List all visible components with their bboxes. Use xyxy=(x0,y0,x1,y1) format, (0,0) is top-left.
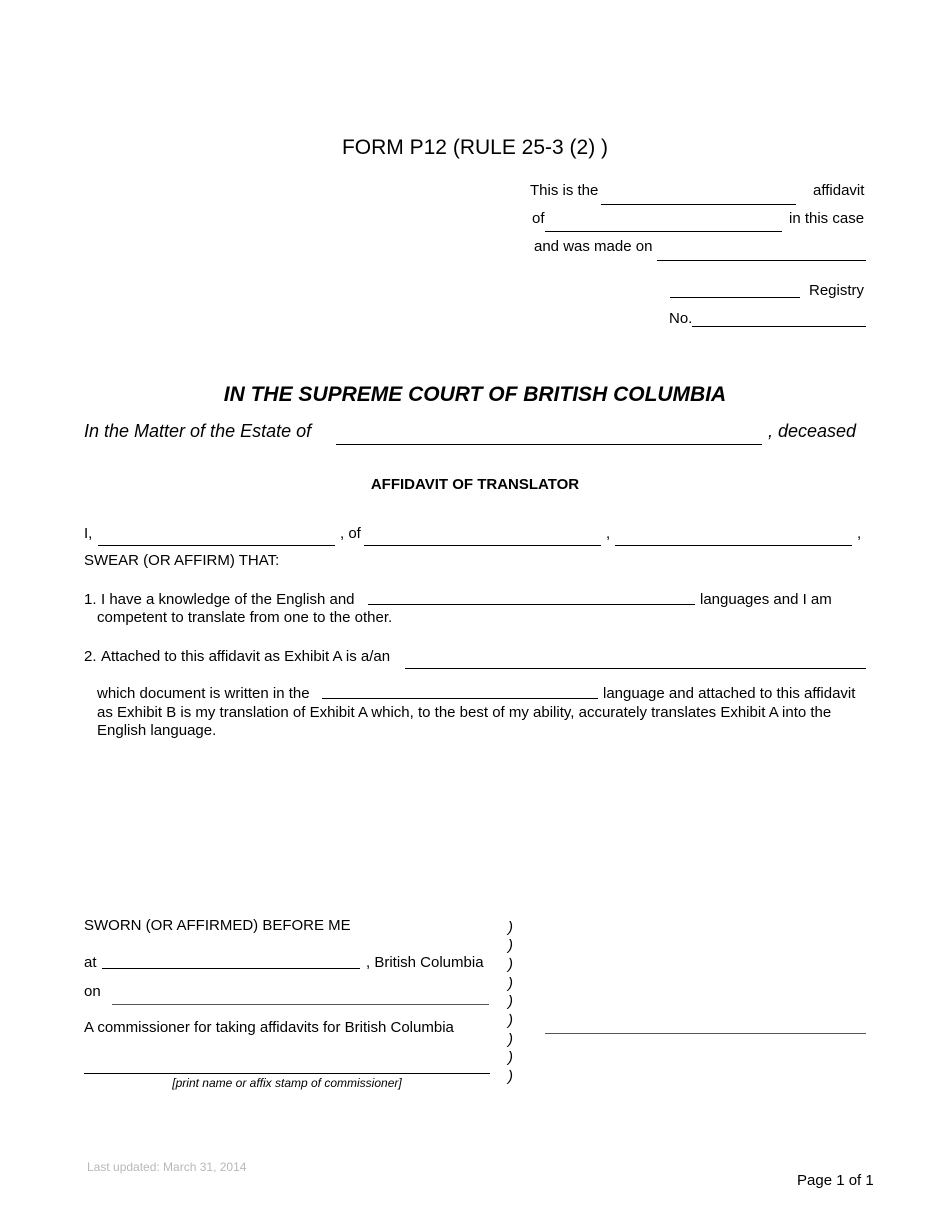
document-language-field[interactable] xyxy=(322,698,598,699)
para2-number: 2. xyxy=(84,648,97,665)
made-on-date-field[interactable] xyxy=(657,260,866,261)
sworn-location-field[interactable] xyxy=(102,968,360,969)
deponent-occupation-field[interactable] xyxy=(615,545,852,546)
registry-field[interactable] xyxy=(670,297,800,298)
foreign-language-field[interactable] xyxy=(368,604,695,605)
para1-text-a: I have a knowledge of the English and xyxy=(101,591,355,608)
deponent-signature-field[interactable] xyxy=(545,1033,866,1034)
british-columbia-label: , British Columbia xyxy=(366,954,484,971)
jurat-paren: ) xyxy=(508,1049,513,1066)
sworn-date-field[interactable] xyxy=(112,1004,489,1005)
deponent-full-name-field[interactable] xyxy=(98,545,335,546)
jurat-paren: ) xyxy=(508,919,513,936)
commissioner-label: A commissioner for taking affidavits for British Columbia xyxy=(84,1019,454,1036)
form-title: FORM P12 (RULE 25-3 (2) ) xyxy=(341,136,609,159)
on-label: on xyxy=(84,983,101,1000)
matter-suffix: , deceased xyxy=(768,421,857,441)
para2-text-c: language and attached to this affidavit xyxy=(603,685,856,702)
commissioner-name-field[interactable] xyxy=(84,1073,490,1074)
para1-text-c: competent to translate from one to the other. xyxy=(97,609,393,626)
affidavit-label: affidavit xyxy=(813,182,865,199)
registry-label: Registry xyxy=(809,282,865,299)
affidavit-number-field[interactable] xyxy=(601,204,796,205)
para2-text-e: English language. xyxy=(97,722,217,739)
jurat-paren: ) xyxy=(508,993,513,1010)
i-label: I, xyxy=(84,525,93,542)
jurat-paren: ) xyxy=(508,1012,513,1029)
comma-1: , xyxy=(606,525,611,542)
this-is-the-label: This is the xyxy=(530,182,599,199)
at-label: at xyxy=(84,954,97,971)
last-updated: Last updated: March 31, 2014 xyxy=(87,1160,247,1174)
jurat-paren: ) xyxy=(508,956,513,973)
deponent-city-field[interactable] xyxy=(364,545,601,546)
made-on-label: and was made on xyxy=(534,238,653,255)
para1-text-b: languages and I am xyxy=(700,591,832,608)
comma-2: , xyxy=(857,525,862,542)
para2-text-a: Attached to this affidavit as Exhibit A is a/an xyxy=(101,648,391,665)
affidavit-heading: AFFIDAVIT OF TRANSLATOR xyxy=(370,476,580,493)
para2-text-d: as Exhibit B is my translation of Exhibit A which, to the best of my ability, accurately translates Exhibit A into the xyxy=(97,704,832,721)
jurat-paren: ) xyxy=(508,1068,513,1085)
no-label: No. xyxy=(669,310,693,327)
in-this-case-label: in this case xyxy=(789,210,865,227)
para1-number: 1. xyxy=(84,591,97,608)
of-label: of xyxy=(532,210,545,227)
registry-number-field[interactable] xyxy=(692,326,866,327)
para2-text-b: which document is written in the xyxy=(97,685,310,702)
court-title: IN THE SUPREME COURT OF BRITISH COLUMBIA xyxy=(223,383,727,406)
of-label-2: , of xyxy=(340,525,361,542)
jurat-paren: ) xyxy=(508,975,513,992)
document-type-field[interactable] xyxy=(405,668,866,669)
deponent-name-field[interactable] xyxy=(545,231,782,232)
page-number: Page 1 of 1 xyxy=(797,1172,874,1189)
matter-prefix: In the Matter of the Estate of xyxy=(84,421,312,441)
swear-statement: SWEAR (OR AFFIRM) THAT: xyxy=(84,552,280,569)
estate-name-field[interactable] xyxy=(336,444,762,445)
commissioner-caption: [print name or affix stamp of commissioner] xyxy=(172,1076,402,1090)
sworn-before-me: SWORN (OR AFFIRMED) BEFORE ME xyxy=(84,917,351,934)
jurat-paren: ) xyxy=(508,1031,513,1048)
jurat-paren: ) xyxy=(508,937,513,954)
